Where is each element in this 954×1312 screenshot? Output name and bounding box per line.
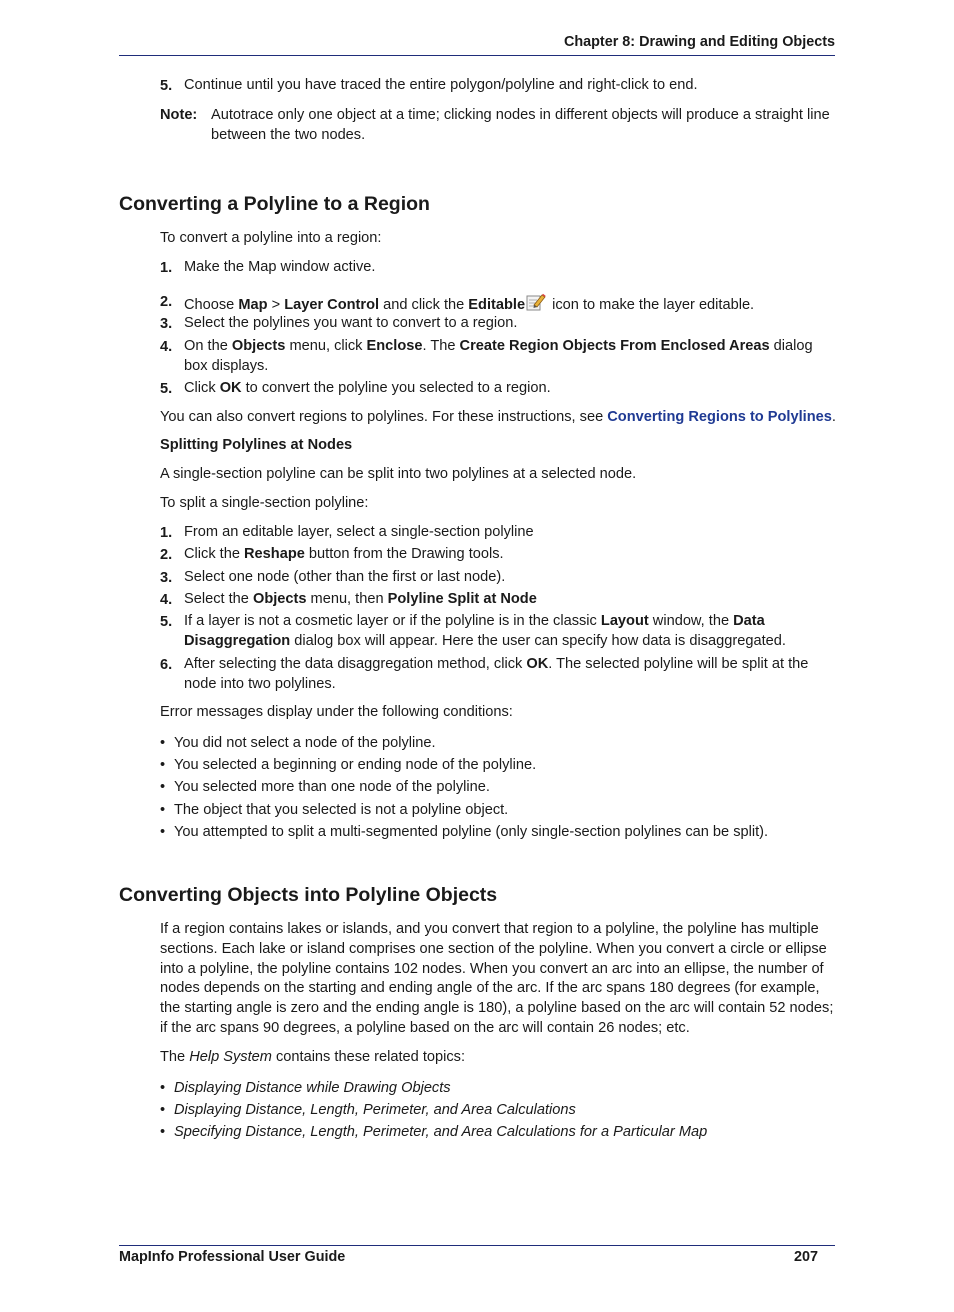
step-text: Click the Reshape button from the Drawing tools. <box>184 546 504 562</box>
step-text: After selecting the data disaggregation method, click OK. The selected polyline will be split at the node into two polylines. <box>184 656 809 692</box>
bullet: • <box>160 802 166 818</box>
link-converting-regions-to-polylines[interactable]: Converting Regions to Polylines <box>607 409 832 425</box>
paragraph: The Help System contains these related topics: <box>160 1049 466 1065</box>
paragraph: To convert a polyline into a region: <box>160 230 382 246</box>
step-number: 4. <box>160 592 173 608</box>
footer-title: MapInfo Professional User Guide <box>119 1249 346 1265</box>
bullet-text: The object that you selected is not a polyline object. <box>174 802 509 818</box>
step-text: Choose Map > Layer Control and click the Editable icon to make the layer editable. <box>184 292 836 316</box>
step-number: 2. <box>160 547 173 563</box>
step-number: 5. <box>160 78 173 94</box>
step-number: 3. <box>160 316 173 332</box>
bullet-text: You selected more than one node of the polyline. <box>174 779 490 795</box>
bullet-text: You selected a beginning or ending node of the polyline. <box>174 757 537 773</box>
paragraph: Error messages display under the following conditions: <box>160 704 513 720</box>
section-heading-objects-to-polyline: Converting Objects into Polyline Objects <box>119 884 498 906</box>
step-number: 5. <box>160 381 173 397</box>
step-number: 2. <box>160 294 173 310</box>
bullet: • <box>160 735 166 751</box>
bullet: • <box>160 757 166 773</box>
paragraph: A single-section polyline can be split into two polylines at a selected node. <box>160 466 637 482</box>
step-text: Click OK to convert the polyline you selected to a region. <box>184 380 551 396</box>
note-label: Note: <box>160 107 198 123</box>
bullet: • <box>160 824 166 840</box>
bullet-text: You did not select a node of the polyline. <box>174 735 436 751</box>
step-text: Select one node (other than the first or last node). <box>184 569 506 585</box>
related-topic-link[interactable]: Displaying Distance while Drawing Objects <box>174 1080 451 1096</box>
section-heading-polyline-to-region: Converting a Polyline to a Region <box>119 193 430 215</box>
header-rule <box>119 55 835 56</box>
paragraph: You can also convert regions to polylines. For these instructions, see Converting Regions to Polylines. <box>160 409 836 425</box>
step-number: 4. <box>160 339 173 355</box>
footer-rule <box>119 1245 835 1246</box>
running-header: Chapter 8: Drawing and Editing Objects <box>563 34 835 50</box>
subheading-splitting: Splitting Polylines at Nodes <box>160 437 353 453</box>
related-topic-link[interactable]: Specifying Distance, Length, Perimeter, and Area Calculations for a Particular Map <box>174 1124 708 1140</box>
step-text: Select the polylines you want to convert to a region. <box>184 315 518 331</box>
bullet-text: You attempted to split a multi-segmented polyline (only single-section polylines can be split). <box>174 824 769 840</box>
related-topic-link[interactable]: Displaying Distance, Length, Perimeter, and Area Calculations <box>174 1102 576 1118</box>
step-number: 6. <box>160 657 173 673</box>
bullet: • <box>160 1080 166 1096</box>
note-text: Autotrace only one object at a time; clicking nodes in different objects will produce a straight line between the two nodes. <box>211 107 830 143</box>
bullet: • <box>160 1124 166 1140</box>
step-number: 5. <box>160 614 173 630</box>
paragraph: To split a single-section polyline: <box>160 495 369 511</box>
editable-pencil-icon <box>526 292 546 312</box>
page-number: 207 <box>794 1249 819 1265</box>
step-text: On the Objects menu, click Enclose. The Create Region Objects From Enclosed Areas dialog box displays. <box>184 338 813 374</box>
step-number: 3. <box>160 570 173 586</box>
bullet: • <box>160 1102 166 1118</box>
paragraph: If a region contains lakes or islands, and you convert that region to a polyline, the polyline has multiple sections. Each lake or island comprises one section of the polyline. When you convert a circle or ellipse into a polyline, the polyline contains 102 nodes. When you convert an arc into an ellipse, the number of nodes depends on the starting and ending angle of the arc. If the arc spans 180 degrees (for example, the starting angle is zero and the ending angle is 180), a polyline based on the arc will contain 52 nodes; if the arc spans 90 degrees, a polyline based on the arc will contain 26 nodes; etc. <box>160 921 834 1036</box>
step-number: 1. <box>160 260 173 276</box>
step-text: Make the Map window active. <box>184 259 376 275</box>
step-text: If a layer is not a cosmetic layer or if the polyline is in the classic Layout window, the Data Disaggregation dialog box will appear. Here the user can specify how data is disaggregated. <box>184 613 786 649</box>
step-number: 1. <box>160 525 173 541</box>
bullet: • <box>160 779 166 795</box>
step-text: From an editable layer, select a single-section polyline <box>184 524 534 540</box>
step-text: Continue until you have traced the entire polygon/polyline and right-click to end. <box>184 77 698 93</box>
step-text: Select the Objects menu, then Polyline Split at Node <box>184 591 537 607</box>
